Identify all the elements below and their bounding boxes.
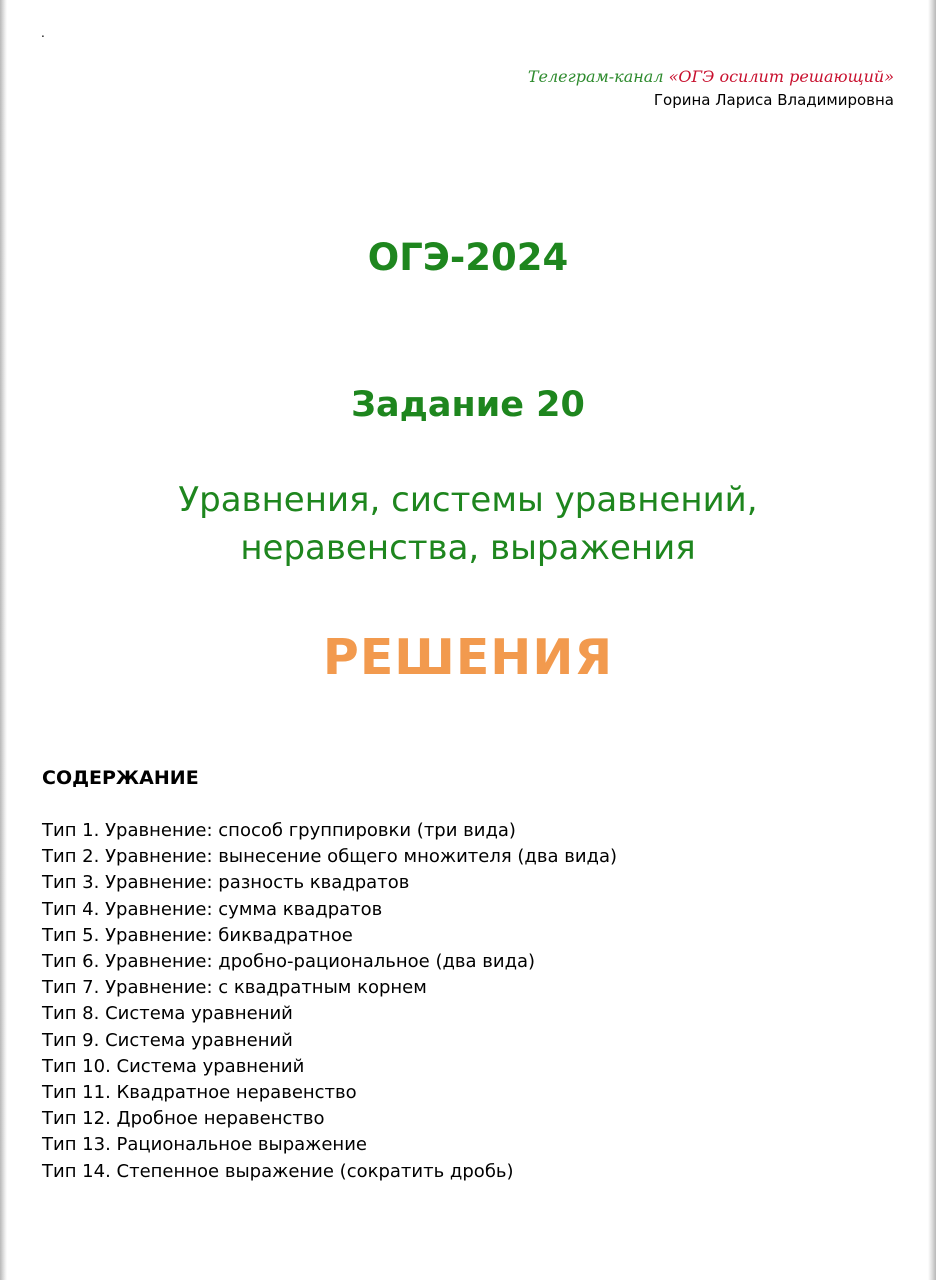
corner-dot: . (41, 26, 45, 40)
solutions-heading: РЕШЕНИЯ (322, 629, 614, 686)
toc-item: Тип 9. Система уравнений (42, 1029, 293, 1051)
task-title: Задание 20 (351, 385, 585, 425)
toc-item: Тип 6. Уравнение: дробно-рациональное (два вида) (42, 951, 536, 973)
topic-subtitle (0, 476, 936, 572)
toc-item: Тип 1. Уравнение: способ группировки (три вида) (42, 820, 516, 841)
telegram-prefix: Телеграм-канал (527, 67, 669, 86)
toc-item: Тип 5. Уравнение: биквадратное (42, 924, 353, 946)
toc-item: Тип 4. Уравнение: сумма квадратов (42, 898, 383, 920)
toc-item: Тип 14. Степенное выражение (сократить дробь) (42, 1160, 514, 1182)
toc-list (42, 818, 617, 1185)
author-name: Горина Лариса Владимировна (653, 91, 894, 109)
toc-item: Тип 10. Система уравнений (42, 1055, 305, 1077)
toc-item: Тип 7. Уравнение: с квадратным корнем (42, 977, 427, 999)
toc-item: Тип 11. Квадратное неравенство (42, 1082, 357, 1104)
toc-heading: СОДЕРЖАНИЕ (42, 767, 199, 789)
toc-item: Тип 13. Рациональное выражение (42, 1134, 367, 1156)
topic-line-1: Уравнения, системы уравнений, (178, 480, 758, 520)
toc-item: Тип 12. Дробное неравенство (42, 1108, 325, 1130)
telegram-channel-line (528, 66, 894, 88)
telegram-channel-name: «ОГЭ осилит решающий» (668, 67, 894, 86)
toc-item: Тип 2. Уравнение: вынесение общего множителя (два вида) (42, 846, 618, 868)
toc-item: Тип 3. Уравнение: разность квадратов (42, 872, 410, 894)
toc-item: Тип 8. Система уравнений (42, 1003, 293, 1025)
exam-title: ОГЭ-2024 (367, 236, 569, 279)
topic-line-2: неравенства, выражения (240, 528, 696, 568)
